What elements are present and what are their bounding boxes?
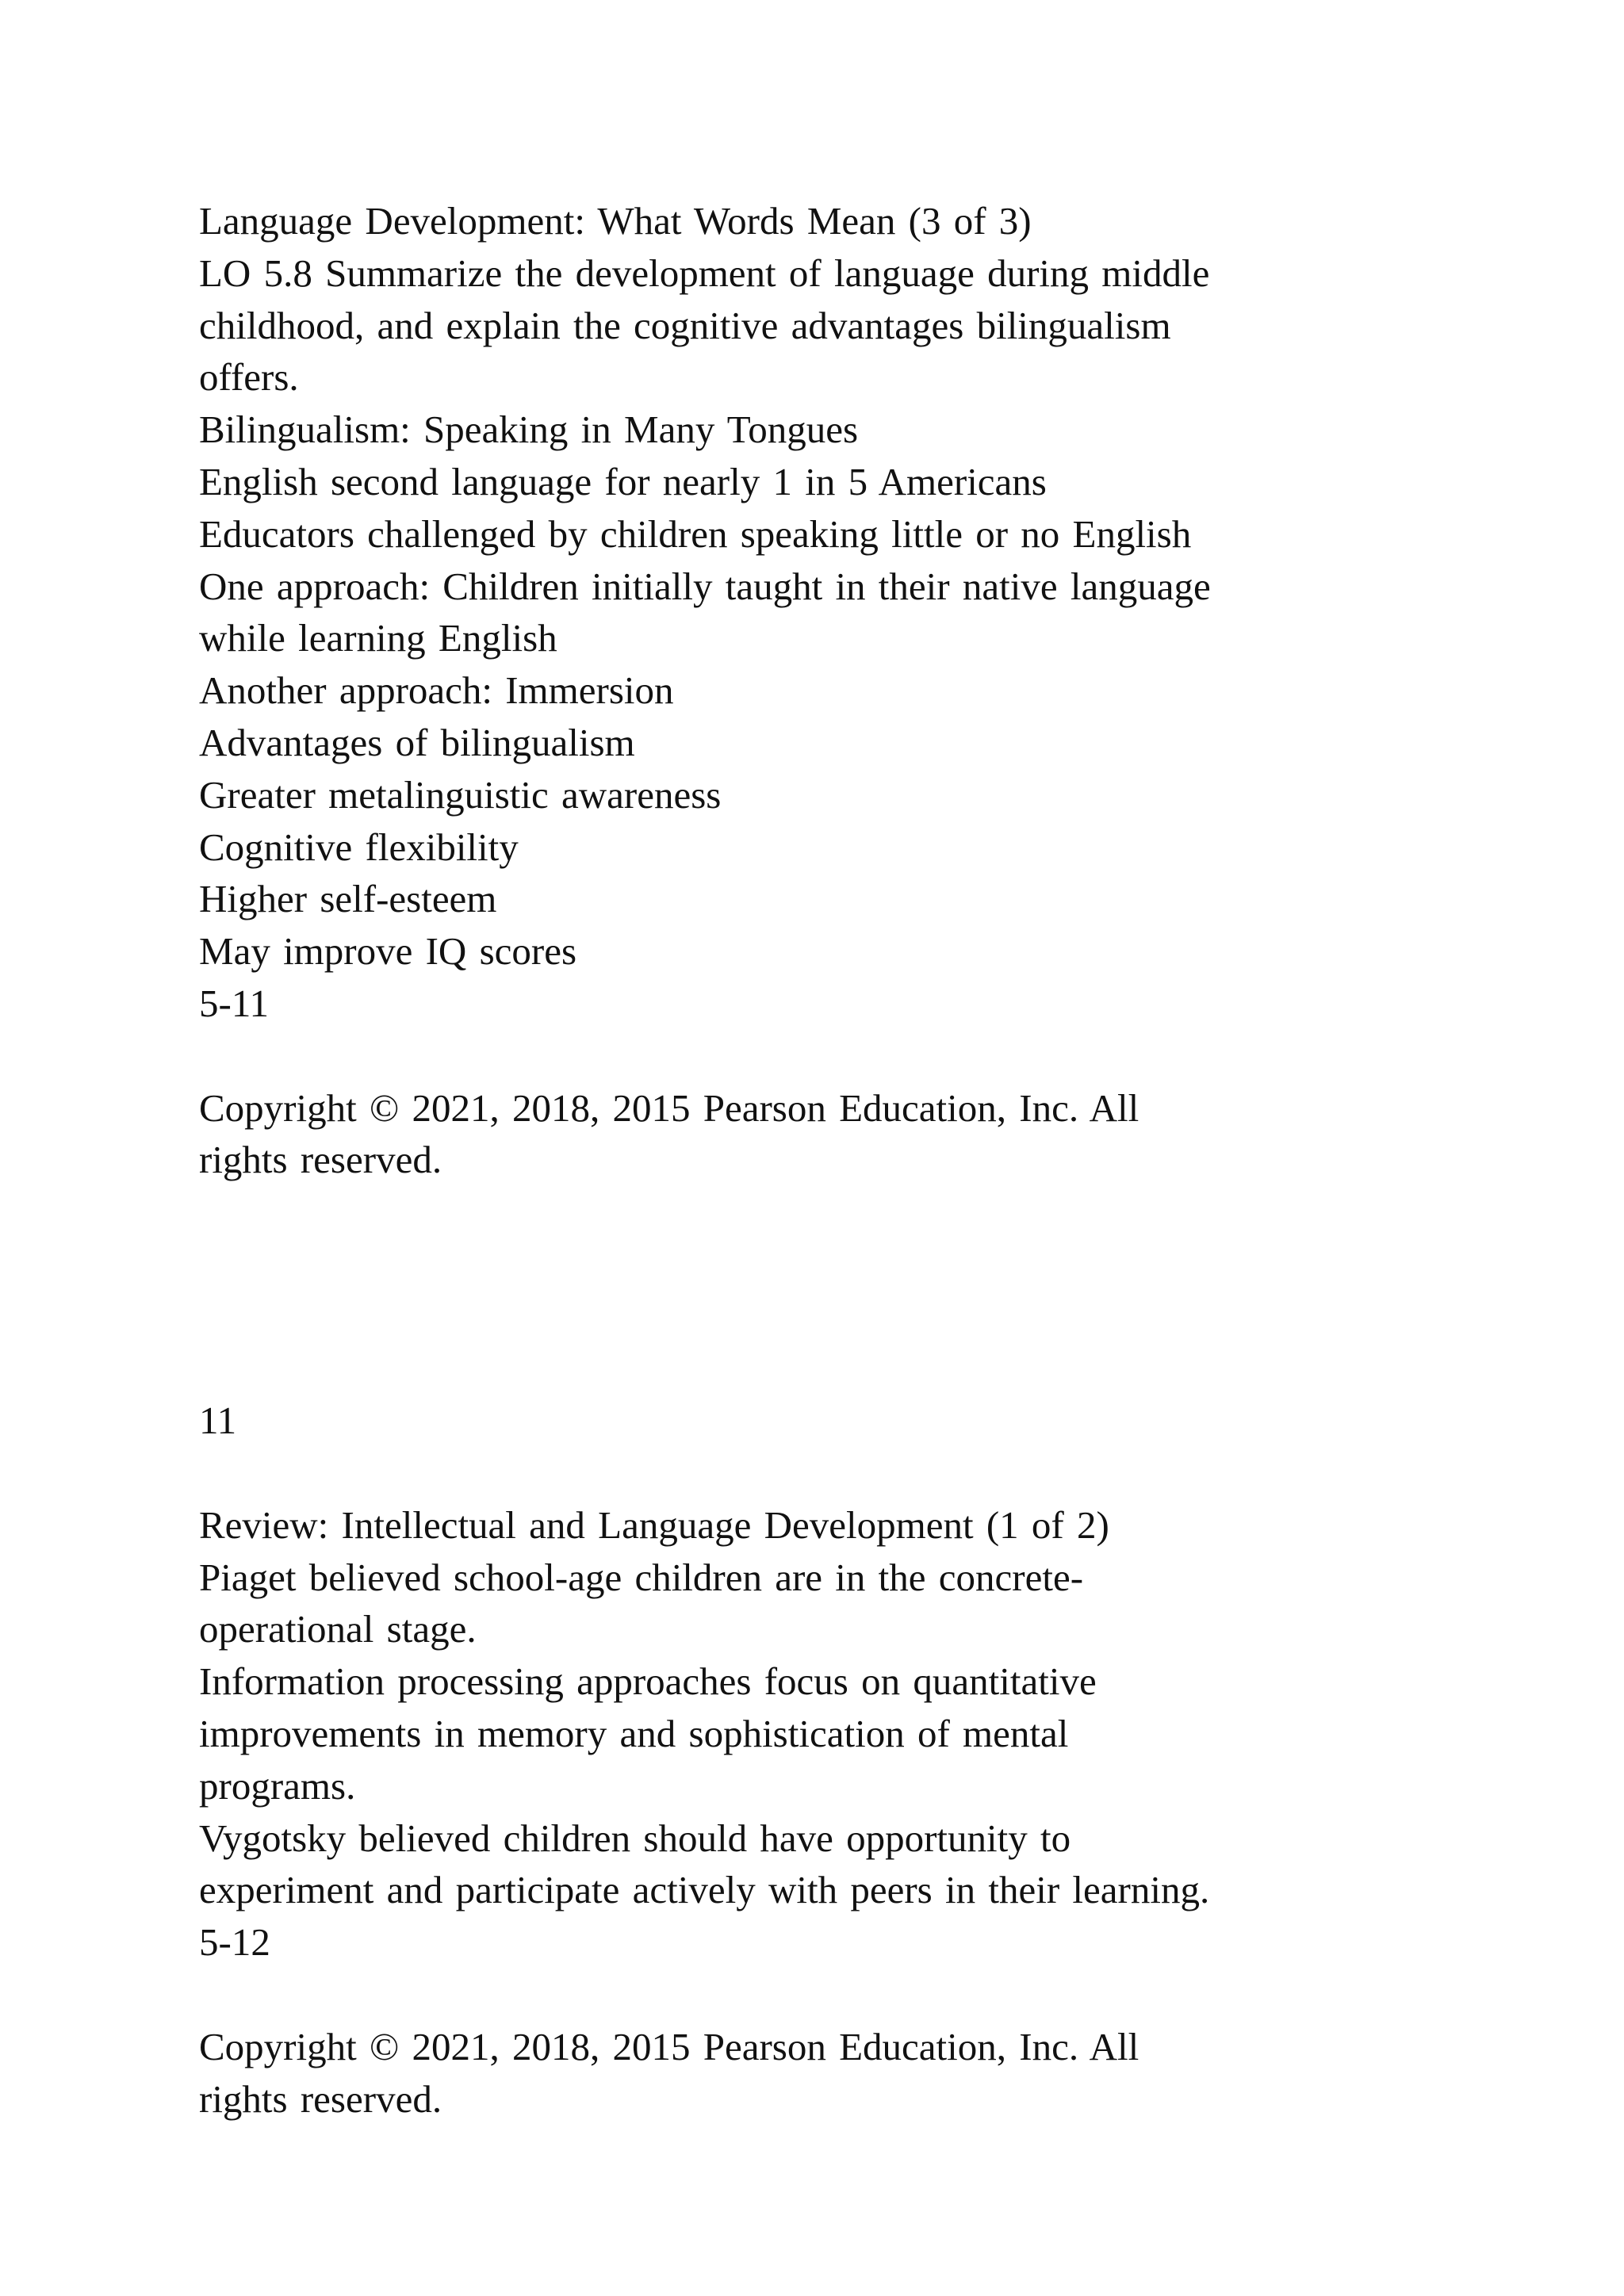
section-subtitle: Bilingualism: Speaking in Many Tongues — [199, 408, 859, 452]
copyright-line: rights reserved. — [199, 1138, 442, 1182]
bullet-point: Another approach: Immersion — [199, 668, 674, 713]
copyright-line: Copyright © 2021, 2018, 2015 Pearson Education, Inc. All — [199, 1085, 1139, 1130]
bullet-point: Educators challenged by children speaking little or no English — [199, 511, 1192, 556]
blank-line — [199, 1969, 1484, 2021]
review-point: Information processing approaches focus on quantitative — [199, 1659, 1097, 1704]
document-page — [199, 195, 1484, 2125]
section-title: Review: Intellectual and Language Development (1 of 2) — [199, 1502, 1109, 1547]
blank-line — [199, 1030, 1484, 1082]
bullet-point: Cognitive flexibility — [199, 825, 519, 869]
section-review — [199, 1499, 1484, 2126]
review-point: programs. — [199, 1763, 356, 1808]
bullet-point: May improve IQ scores — [199, 929, 577, 974]
review-point: Piaget believed school-age children are in the concrete- — [199, 1555, 1084, 1599]
bullet-point: Greater metalinguistic awareness — [199, 772, 722, 817]
slide-number: 5-11 — [199, 981, 269, 1025]
copyright-line: rights reserved. — [199, 2076, 442, 2121]
page-number: 11 — [199, 1399, 237, 1443]
copyright-line: Copyright © 2021, 2018, 2015 Pearson Education, Inc. All — [199, 2024, 1139, 2068]
bullet-point: while learning English — [199, 616, 557, 660]
section-language-development — [199, 195, 1484, 1186]
learning-objective-line: LO 5.8 Summarize the development of language during middle — [199, 251, 1210, 295]
bullet-point: Advantages of bilingualism — [199, 720, 635, 764]
section-title: Language Development: What Words Mean (3 of 3) — [199, 199, 1032, 243]
review-point: operational stage. — [199, 1607, 477, 1651]
learning-objective-line: offers. — [199, 355, 299, 400]
bullet-point: Higher self-esteem — [199, 877, 497, 921]
review-point: improvements in memory and sophistication of mental — [199, 1711, 1069, 1755]
learning-objective-line: childhood, and explain the cognitive advantages bilingualism — [199, 303, 1171, 347]
review-point: Vygotsky believed children should have opportunity to — [199, 1816, 1071, 1860]
blank-space — [199, 1186, 1484, 1395]
blank-line — [199, 1447, 1484, 1499]
review-point: experiment and participate actively with peers in their learning. — [199, 1868, 1210, 1912]
bullet-point: One approach: Children initially taught in their native language — [199, 564, 1211, 608]
bullet-point: English second language for nearly 1 in 5 Americans — [199, 459, 1047, 503]
slide-number: 5-12 — [199, 1920, 270, 1965]
